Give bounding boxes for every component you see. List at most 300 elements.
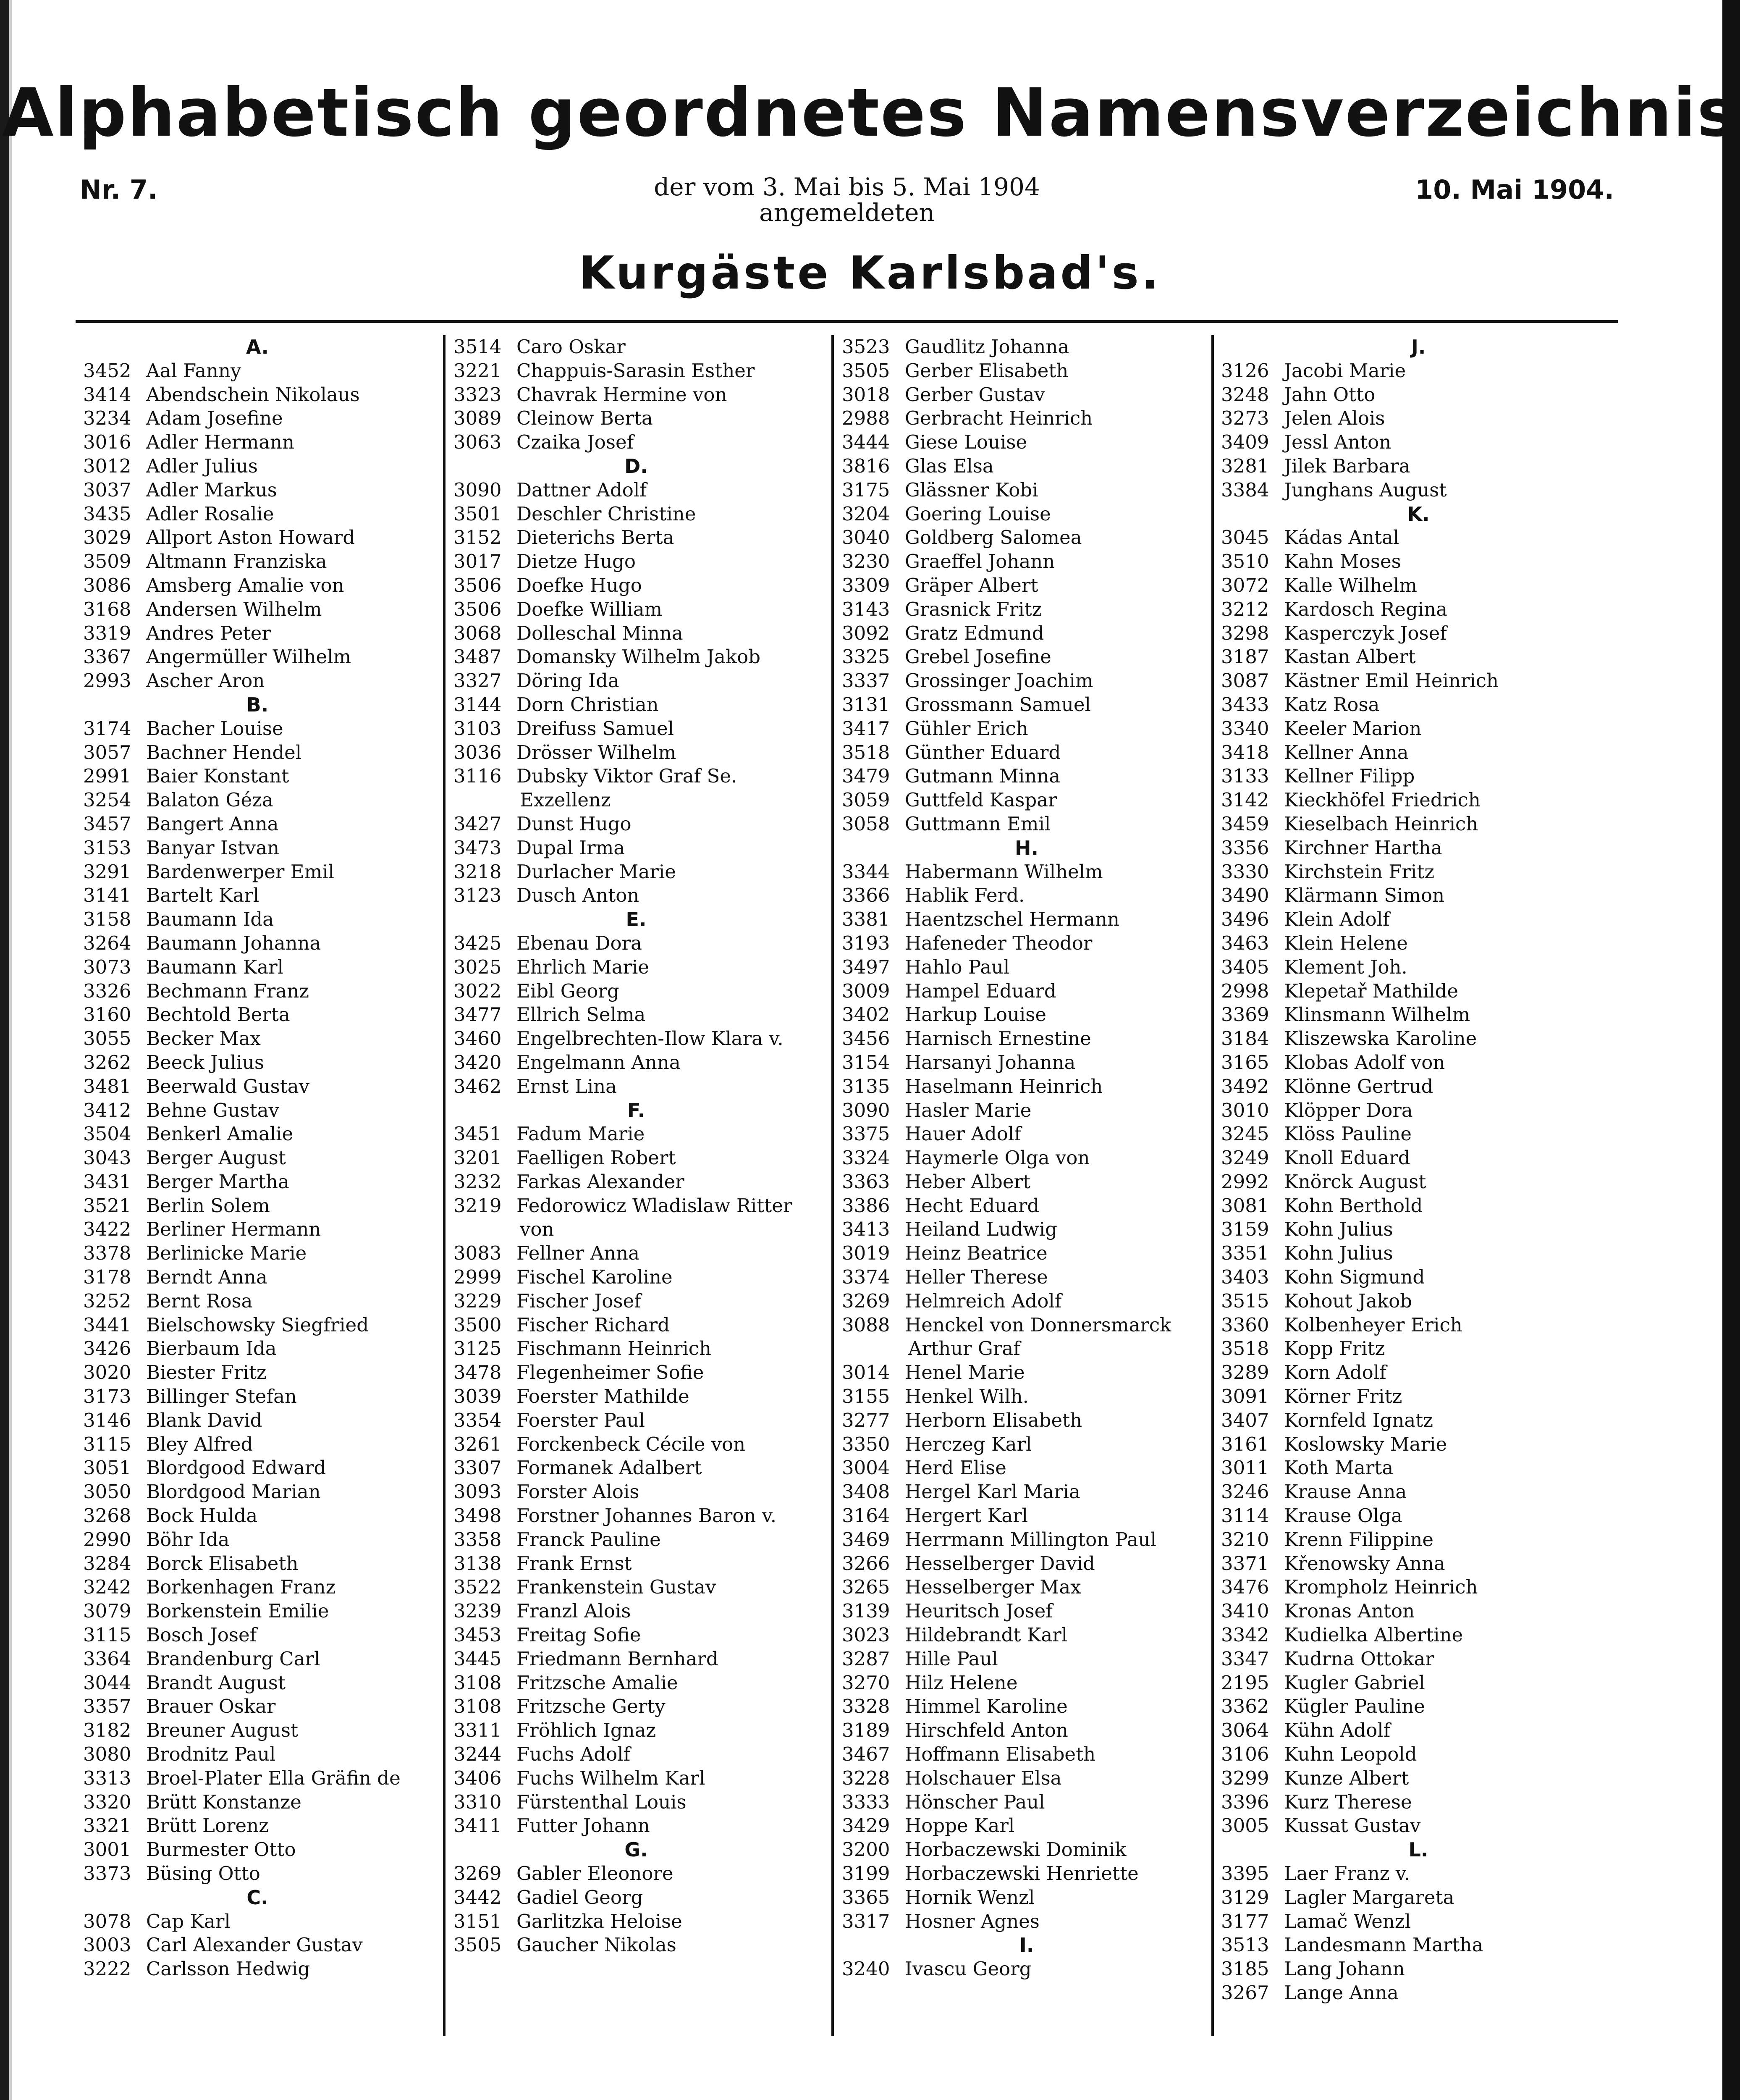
entry-name: Klobas Adolf von (1284, 1051, 1445, 1074)
entry-name: Gräper Albert (905, 574, 1038, 596)
guest-entry (453, 1385, 819, 1409)
entry-name: Borkenstein Emilie (146, 1600, 329, 1622)
entry-number: 3384 (1221, 478, 1269, 501)
entry-name: Kudrna Ottokar (1284, 1647, 1434, 1670)
guest-entry (453, 1456, 819, 1480)
entry-name: Berliner Hermann (146, 1218, 321, 1241)
entry-name: Gaudlitz Johanna (905, 336, 1069, 358)
entry-name: Horbaczewski Henriette (905, 1862, 1139, 1885)
guest-entry (453, 1886, 819, 1910)
entry-number: 3023 (842, 1624, 890, 1646)
entry-number: 3487 (453, 646, 502, 668)
guest-entry (1221, 1265, 1616, 1289)
entry-number: 3265 (842, 1576, 890, 1599)
entry-name: Dreifuss Samuel (516, 717, 674, 740)
entry-number: 3369 (1221, 1003, 1269, 1026)
entry-number: 3498 (453, 1504, 502, 1527)
guest-entry (1221, 812, 1616, 836)
entry-name: Kunze Albert (1284, 1767, 1409, 1789)
entry-name: Giese Louise (905, 431, 1027, 454)
entry-number: 3004 (842, 1457, 890, 1479)
entry-name: Hoppe Karl (905, 1814, 1015, 1837)
entry-name: Berger Martha (146, 1170, 289, 1193)
section-letter: B. (246, 693, 269, 716)
entry-number: 3012 (83, 454, 131, 477)
guest-entry (83, 574, 432, 598)
entry-number: 3090 (842, 1099, 890, 1121)
guest-entry (83, 478, 432, 502)
entry-number: 2999 (453, 1266, 502, 1289)
guest-entry (842, 693, 1211, 717)
entry-name: Klein Helene (1284, 932, 1408, 954)
entry-number: 3422 (83, 1218, 131, 1241)
entry-name: Junghans August (1284, 478, 1447, 501)
guest-entry (1221, 1385, 1616, 1409)
guest-entry (842, 1075, 1211, 1099)
guest-entry (842, 1051, 1211, 1075)
entry-number: 3442 (453, 1886, 502, 1908)
entry-name: Harkup Louise (905, 1003, 1047, 1026)
guest-entry (1221, 1767, 1616, 1790)
guest-entry (842, 717, 1211, 741)
entry-number: 3320 (83, 1790, 131, 1813)
entry-number: 3018 (842, 383, 890, 406)
entry-name: Brütt Lorenz (146, 1814, 269, 1837)
guest-entry (83, 1575, 432, 1599)
guest-entry (453, 979, 819, 1003)
entry-number: 3009 (842, 979, 890, 1002)
entry-name: Brandenburg Carl (146, 1647, 320, 1670)
entry-name: Lagler Margareta (1284, 1886, 1454, 1908)
guest-entry (83, 908, 432, 932)
entry-number: 2195 (1221, 1671, 1269, 1694)
entry-name: Kästner Emil Heinrich (1284, 669, 1499, 692)
guest-entry (453, 1170, 819, 1194)
entry-name: Knörck August (1284, 1170, 1426, 1193)
guest-entry (83, 1027, 432, 1051)
guest-entry (83, 407, 432, 430)
entry-number: 3091 (1221, 1385, 1269, 1408)
entry-number: 3025 (453, 956, 502, 978)
entry-number: 3504 (83, 1123, 131, 1145)
guest-entry (1221, 741, 1616, 765)
guest-entry (453, 1265, 819, 1289)
entry-number: 3344 (842, 860, 890, 883)
guest-entry (453, 1337, 819, 1361)
entry-name: Harsanyi Johanna (905, 1051, 1076, 1074)
section-letter: D. (624, 454, 648, 478)
entry-name: Koslowsky Marie (1284, 1433, 1447, 1455)
guest-entry (842, 1647, 1211, 1671)
entry-number: 3477 (453, 1003, 502, 1026)
entry-name: Altmann Franziska (146, 550, 327, 573)
entry-number: 3463 (1221, 932, 1269, 954)
entry-number: 3309 (842, 574, 890, 596)
entry-number: 3364 (83, 1647, 131, 1670)
entry-number: 3435 (83, 502, 131, 525)
entry-name: Himmel Karoline (905, 1695, 1068, 1718)
entry-number: 3204 (842, 502, 890, 525)
entry-number: 3019 (842, 1242, 890, 1265)
entry-name: Bardenwerper Emil (146, 860, 335, 883)
entry-name: Banyar Istvan (146, 836, 280, 859)
document-subtitle: Kurgäste Karlsbad's. (579, 247, 1161, 299)
guest-entry (842, 1695, 1211, 1719)
guest-entry (83, 1075, 432, 1099)
entry-name: Ascher Aron (146, 669, 265, 692)
guest-entry (1221, 836, 1616, 860)
guest-entry (83, 1910, 432, 1934)
guest-entry (842, 383, 1211, 407)
guest-entry (1221, 1480, 1616, 1504)
guest-entry (842, 1886, 1211, 1910)
entry-name: Fürstenthal Louis (516, 1790, 687, 1813)
entry-number: 3327 (453, 669, 502, 692)
entry-name: Fuchs Wilhelm Karl (516, 1767, 705, 1789)
page-right-border (1722, 0, 1740, 2100)
entry-number: 3816 (842, 454, 890, 477)
guest-entry (842, 502, 1211, 526)
entry-name: Herd Elise (905, 1457, 1006, 1479)
guest-entry (842, 908, 1211, 932)
entry-number: 3017 (453, 550, 502, 573)
entry-number: 3469 (842, 1528, 890, 1551)
entry-name: Dattner Adolf (516, 478, 647, 501)
entry-name: Kahn Moses (1284, 550, 1401, 573)
entry-number: 3249 (1221, 1147, 1269, 1169)
guest-entry (842, 1671, 1211, 1695)
guest-entry (83, 1862, 432, 1886)
guest-entry (83, 1433, 432, 1457)
guest-entry (842, 598, 1211, 622)
guest-entry (1221, 1599, 1616, 1623)
guest-entry (453, 884, 819, 908)
entry-number: 3244 (453, 1743, 502, 1766)
guest-entry (1221, 645, 1616, 669)
guest-entry (83, 1409, 432, 1433)
entry-number: 3039 (453, 1385, 502, 1408)
entry-number: 3068 (453, 622, 502, 644)
entry-number: 3462 (453, 1075, 502, 1097)
entry-number: 3029 (83, 526, 131, 549)
entry-number: 3505 (453, 1934, 502, 1956)
guest-entry (453, 1122, 819, 1146)
entry-name: Körner Fritz (1284, 1385, 1402, 1408)
entry-name: Bierbaum Ida (146, 1337, 277, 1360)
guest-entry (83, 359, 432, 383)
entry-name: Guttfeld Kaspar (905, 789, 1057, 811)
entry-number: 3351 (1221, 1242, 1269, 1265)
entry-name: Kirchner Hartha (1284, 836, 1442, 859)
entry-number: 3270 (842, 1671, 890, 1694)
entry-number: 3496 (1221, 908, 1269, 931)
entry-number: 3518 (842, 741, 890, 764)
entry-name: Henkel Wilh. (905, 1385, 1029, 1408)
entry-number: 3081 (1221, 1194, 1269, 1217)
entry-number: 3451 (453, 1123, 502, 1145)
entry-name: Grebel Josefine (905, 646, 1051, 668)
entry-number: 3175 (842, 478, 890, 501)
entry-name: Foerster Mathilde (516, 1385, 689, 1408)
entry-number: 3354 (453, 1409, 502, 1431)
entry-name: Hille Paul (905, 1647, 998, 1670)
entry-number: 3210 (1221, 1528, 1269, 1551)
entry-number: 3228 (842, 1767, 890, 1789)
guest-entry (842, 1265, 1211, 1289)
entry-name: Kronas Anton (1284, 1600, 1415, 1622)
entry-name: Heiland Ludwig (905, 1218, 1057, 1241)
guest-entry (1221, 1671, 1616, 1695)
entry-name: Bangert Anna (146, 812, 279, 835)
entry-number: 3460 (453, 1027, 502, 1050)
guest-entry (453, 1409, 819, 1433)
entry-number: 2992 (1221, 1170, 1269, 1193)
entry-number: 3073 (83, 956, 131, 978)
guest-entry (83, 669, 432, 693)
guest-entry (1221, 1003, 1616, 1027)
guest-entry (83, 1242, 432, 1265)
guest-entry (1221, 1886, 1616, 1910)
entry-name: Deschler Christine (516, 502, 696, 525)
entry-name: Carlsson Hedwig (146, 1958, 310, 1980)
entry-name: Hildebrandt Karl (905, 1624, 1068, 1646)
guest-entry (842, 812, 1211, 836)
guest-entry (453, 1575, 819, 1599)
entry-number: 3373 (83, 1862, 131, 1885)
guest-entry (83, 1743, 432, 1767)
entry-number: 3509 (83, 550, 131, 573)
entry-number: 3501 (453, 502, 502, 525)
entry-name: Goldberg Salomea (905, 526, 1082, 549)
guest-entry (842, 1767, 1211, 1790)
entry-name: Grasnick Fritz (905, 598, 1042, 620)
guest-entry (453, 1051, 819, 1075)
guest-entry (453, 1647, 819, 1671)
entry-number: 3425 (453, 932, 502, 954)
guest-entry (1221, 622, 1616, 646)
entry-name: Franck Pauline (516, 1528, 661, 1551)
entry-name: Krenn Filippine (1284, 1528, 1434, 1551)
guest-entry (842, 1910, 1211, 1934)
guest-entry (453, 812, 819, 836)
date-range (654, 174, 1040, 226)
guest-entry (83, 1289, 432, 1313)
page-left-border (0, 0, 9, 2100)
entry-number: 3177 (1221, 1910, 1269, 1932)
entry-name: Krompholz Heinrich (1284, 1576, 1478, 1599)
guest-entry (842, 1957, 1211, 1981)
entry-number: 3402 (842, 1003, 890, 1026)
guest-entry (1221, 693, 1616, 717)
entry-number: 3478 (453, 1361, 502, 1384)
guest-entry (1221, 1790, 1616, 1814)
entry-name: Adam Josefine (146, 407, 283, 430)
guest-entry (1221, 1623, 1616, 1647)
guest-entry (453, 1194, 819, 1218)
entry-number: 3289 (1221, 1361, 1269, 1384)
guest-entry (453, 1075, 819, 1099)
guest-entry (83, 1003, 432, 1027)
guest-entry (842, 1480, 1211, 1504)
entry-name: Dunst Hugo (516, 812, 632, 835)
entry-number: 3411 (453, 1814, 502, 1837)
guest-entry (83, 1719, 432, 1743)
guest-entry (453, 1790, 819, 1814)
guest-entry (842, 359, 1211, 383)
entry-name: Biester Fritz (146, 1361, 267, 1384)
guest-entry (842, 1170, 1211, 1194)
entry-number: 3168 (83, 598, 131, 620)
entry-name: Hablik Ferd. (905, 884, 1025, 907)
guest-entry (1221, 1194, 1616, 1218)
entry-name: Hafeneder Theodor (905, 932, 1093, 954)
entry-name: Garlitzka Heloise (516, 1910, 682, 1932)
guest-entry (842, 526, 1211, 550)
entry-number: 3456 (842, 1027, 890, 1050)
guest-entry (453, 1289, 819, 1313)
entry-name: Kurz Therese (1284, 1790, 1412, 1813)
entry-name: Berndt Anna (146, 1266, 267, 1289)
entry-name: Gadiel Georg (516, 1886, 643, 1908)
guest-entry (1221, 1647, 1616, 1671)
entry-name: Heller Therese (905, 1266, 1048, 1289)
entry-number: 2990 (83, 1528, 131, 1551)
guest-entry (842, 764, 1211, 788)
entry-number: 3037 (83, 478, 131, 501)
section-letter: G. (624, 1838, 648, 1861)
entry-number: 2991 (83, 765, 131, 788)
entry-name: Grossmann Samuel (905, 693, 1091, 716)
guest-entry (1221, 1695, 1616, 1719)
entry-number: 3410 (1221, 1600, 1269, 1622)
entry-number: 3184 (1221, 1027, 1269, 1050)
entry-name: Kudielka Albertine (1284, 1624, 1463, 1646)
entry-number: 3187 (1221, 646, 1269, 668)
entry-number: 3059 (842, 789, 890, 811)
entry-number: 3406 (453, 1767, 502, 1789)
entry-name: Bechtold Berta (146, 1003, 290, 1026)
entry-name: Fedorowicz Wladislaw Ritter (516, 1194, 792, 1217)
guest-entry (83, 1385, 432, 1409)
entry-name: Kastan Albert (1284, 646, 1416, 668)
entry-name: Gutmann Minna (905, 765, 1061, 788)
entry-name: Jelen Alois (1284, 407, 1385, 430)
entry-number: 3342 (1221, 1624, 1269, 1646)
entry-number: 3363 (842, 1170, 890, 1193)
guest-entry (842, 1003, 1211, 1027)
entry-number: 3165 (1221, 1051, 1269, 1074)
entry-number: 3200 (842, 1838, 890, 1861)
guest-entry (842, 1790, 1211, 1814)
entry-number: 3284 (83, 1552, 131, 1575)
entry-name: Czaika Josef (516, 431, 634, 454)
entry-number: 3326 (83, 979, 131, 1002)
entry-number: 3011 (1221, 1457, 1269, 1479)
entry-name: Fischer Richard (516, 1313, 670, 1336)
guest-entry (83, 741, 432, 765)
entry-number: 3142 (1221, 789, 1269, 811)
entry-number: 3089 (453, 407, 502, 430)
guest-entry (1221, 550, 1616, 574)
guest-entry (453, 1814, 819, 1838)
guest-entry (453, 359, 819, 383)
entry-number: 3310 (453, 1790, 502, 1813)
guest-entry (83, 1814, 432, 1838)
guest-entry (453, 1599, 819, 1623)
entry-number: 3479 (842, 765, 890, 788)
entry-number: 3347 (1221, 1647, 1269, 1670)
guest-entry (453, 764, 819, 788)
guest-entry (1221, 1027, 1616, 1051)
column-divider (831, 335, 834, 2036)
entry-number: 3273 (1221, 407, 1269, 430)
guest-entry (842, 1385, 1211, 1409)
entry-number: 3506 (453, 598, 502, 620)
guest-entry (83, 1933, 432, 1957)
entry-number: 3358 (453, 1528, 502, 1551)
entry-number: 3050 (83, 1480, 131, 1503)
entry-name: Borkenhagen Franz (146, 1576, 336, 1599)
entry-number: 3420 (453, 1051, 502, 1074)
guest-entry (453, 1433, 819, 1457)
section-letter: C. (246, 1886, 268, 1909)
guest-entry (1221, 359, 1616, 383)
guest-entry (1221, 1218, 1616, 1242)
guest-entry (453, 1743, 819, 1767)
guest-entry (83, 1599, 432, 1623)
entry-number: 3123 (453, 884, 502, 907)
entry-number: 3500 (453, 1313, 502, 1336)
entry-number: 3492 (1221, 1075, 1269, 1097)
entry-name: Gerbracht Heinrich (905, 407, 1093, 430)
entry-name: Heber Albert (905, 1170, 1031, 1193)
guest-entry (1221, 1146, 1616, 1170)
entry-number: 3248 (1221, 383, 1269, 406)
guest-entry (83, 1838, 432, 1862)
entry-name: Blordgood Marian (146, 1480, 321, 1503)
guest-entry (453, 598, 819, 622)
entry-number: 3426 (83, 1337, 131, 1360)
guest-entry (83, 1313, 432, 1337)
entry-number: 3242 (83, 1576, 131, 1599)
entry-number: 3366 (842, 884, 890, 907)
name-column-2 (453, 335, 819, 1957)
entry-name: Doefke Hugo (516, 574, 642, 596)
entry-name: Drösser Wilhelm (516, 741, 676, 764)
entry-name: Kellner Filipp (1284, 765, 1415, 788)
entry-name: Kasperczyk Josef (1284, 622, 1447, 644)
entry-number: 3193 (842, 932, 890, 954)
entry-number: 3083 (453, 1242, 502, 1265)
entry-name: Kussat Gustav (1284, 1814, 1421, 1837)
entry-number: 3268 (83, 1504, 131, 1527)
entry-name: Helmreich Adolf (905, 1289, 1062, 1312)
entry-number: 3413 (842, 1218, 890, 1241)
entry-number: 3514 (453, 336, 502, 358)
entry-name: Haymerle Olga von (905, 1147, 1090, 1169)
entry-name: Hesselberger David (905, 1552, 1095, 1575)
entry-name: Adler Julius (146, 454, 258, 477)
entry-name: Kugler Gabriel (1284, 1671, 1425, 1694)
guest-entry (842, 1838, 1211, 1862)
guest-entry (1221, 1933, 1616, 1957)
entry-name: Kieselbach Heinrich (1284, 812, 1478, 835)
guest-entry (1221, 478, 1616, 502)
guest-entry (83, 1146, 432, 1170)
guest-entry (842, 1599, 1211, 1623)
entry-name: Abendschein Nikolaus (146, 383, 360, 406)
guest-entry (453, 860, 819, 884)
